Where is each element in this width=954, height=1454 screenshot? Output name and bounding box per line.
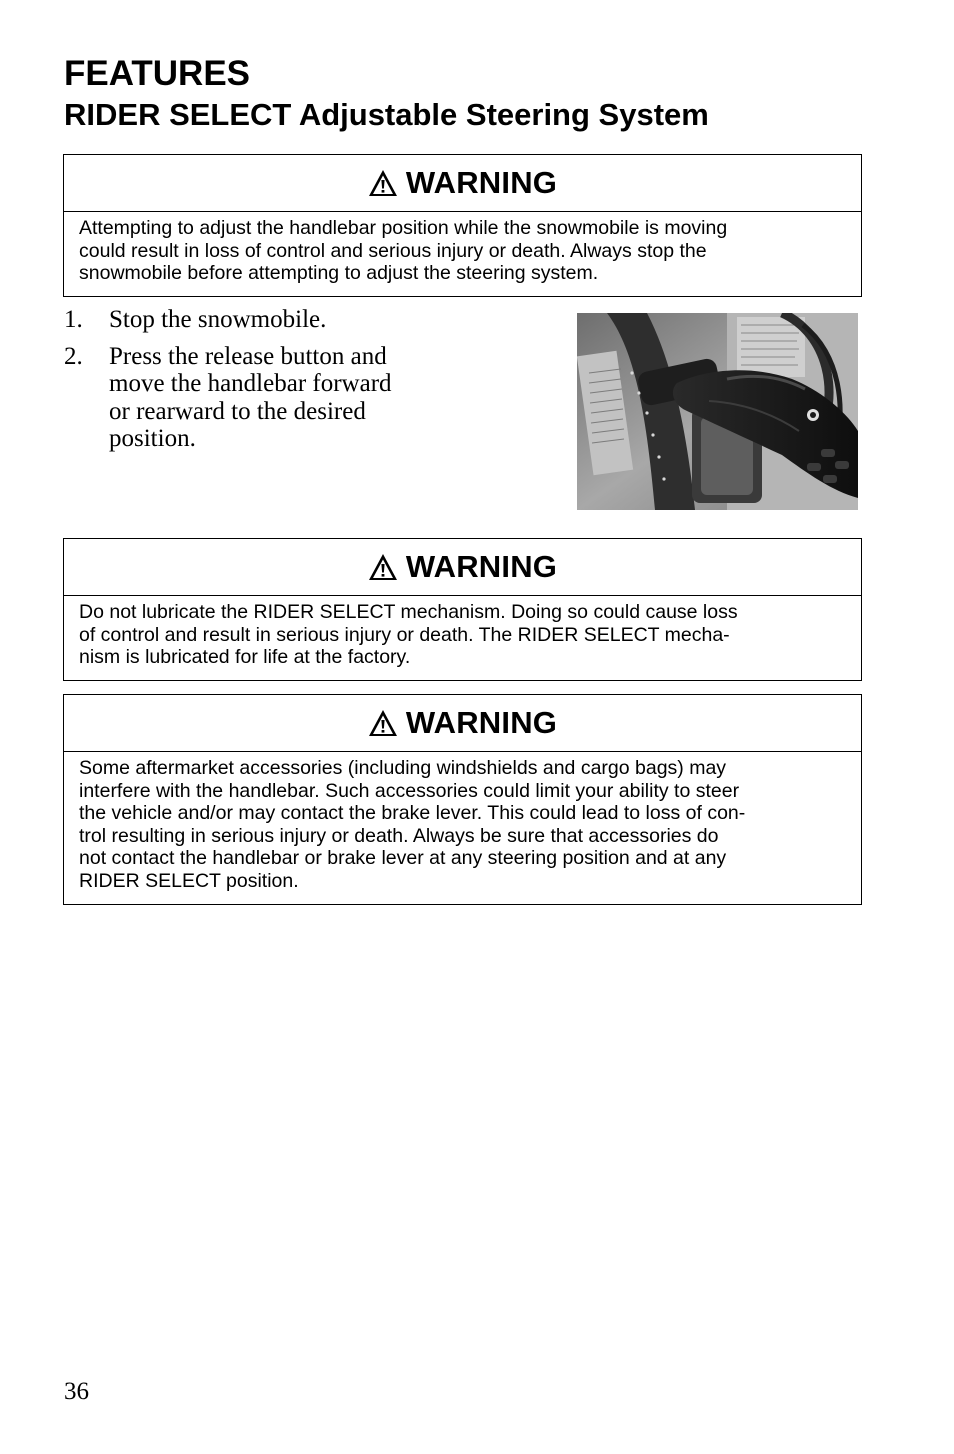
warning-triangle-icon — [368, 709, 398, 737]
section-title: FEATURES — [64, 54, 251, 93]
warning-label: WARNING — [405, 165, 558, 200]
warning-text-line: trol resulting in serious injury or death. Always be sure that accessories do — [79, 824, 719, 847]
step-text-line: or rearward to the desired — [109, 397, 366, 425]
warning-text — [64, 212, 861, 295]
warning-header — [64, 155, 861, 212]
handlebar-photo-image — [577, 313, 858, 510]
step-text-line: move the handlebar forward — [109, 370, 392, 397]
warning-box — [63, 154, 862, 297]
step-text — [109, 306, 444, 334]
warning-text-line: Do not lubricate the RIDER SELECT mechanism. Doing so could cause loss — [79, 601, 738, 623]
warning-text-line: could result in loss of control and serious injury or death. Always stop the — [79, 239, 707, 262]
section-subtitle: RIDER SELECT Adjustable Steering System — [64, 97, 709, 132]
warning-text-line: the vehicle and/or may contact the brake lever. This could lead to loss of con- — [79, 802, 746, 824]
page-number: 36 — [64, 1378, 89, 1405]
warning-text-line: RIDER SELECT position. — [79, 869, 299, 892]
step-text-line: position. — [109, 425, 196, 452]
step-text-line: Stop the snowmobile. — [109, 306, 327, 333]
instruction-steps — [64, 306, 444, 462]
warning-header — [64, 695, 861, 752]
step-text-line: Press the release button and — [109, 342, 387, 370]
warning-text-line: interfere with the handlebar. Such accessories could limit your ability to steer — [79, 779, 740, 802]
warning-text-line: Some aftermarket accessories (including windshields and cargo bags) may — [79, 757, 727, 779]
warning-text-line: nism is lubricated for life at the factory. — [79, 646, 411, 668]
warning-text-line: snowmobile before attempting to adjust the steering system. — [79, 262, 599, 284]
warning-text-line: of control and result in serious injury or death. The RIDER SELECT mecha- — [79, 623, 730, 646]
handlebar-release-photo — [577, 313, 858, 510]
warning-box — [63, 538, 862, 681]
step-text — [109, 343, 444, 453]
warning-header — [64, 539, 861, 596]
list-item — [64, 306, 444, 334]
warning-text — [64, 752, 861, 902]
warning-triangle-icon — [368, 169, 398, 197]
warning-label: WARNING — [405, 549, 558, 584]
list-item — [64, 343, 444, 453]
warning-text-line: Attempting to adjust the handlebar position while the snowmobile is moving — [79, 217, 728, 239]
warning-text — [64, 596, 861, 679]
step-number: 1. — [64, 306, 83, 333]
warning-triangle-icon — [368, 553, 398, 581]
warning-label: WARNING — [405, 705, 558, 740]
warning-text-line: not contact the handlebar or brake lever at any steering position and at any — [79, 847, 727, 869]
step-number: 2. — [64, 342, 83, 370]
warning-box — [63, 694, 862, 905]
